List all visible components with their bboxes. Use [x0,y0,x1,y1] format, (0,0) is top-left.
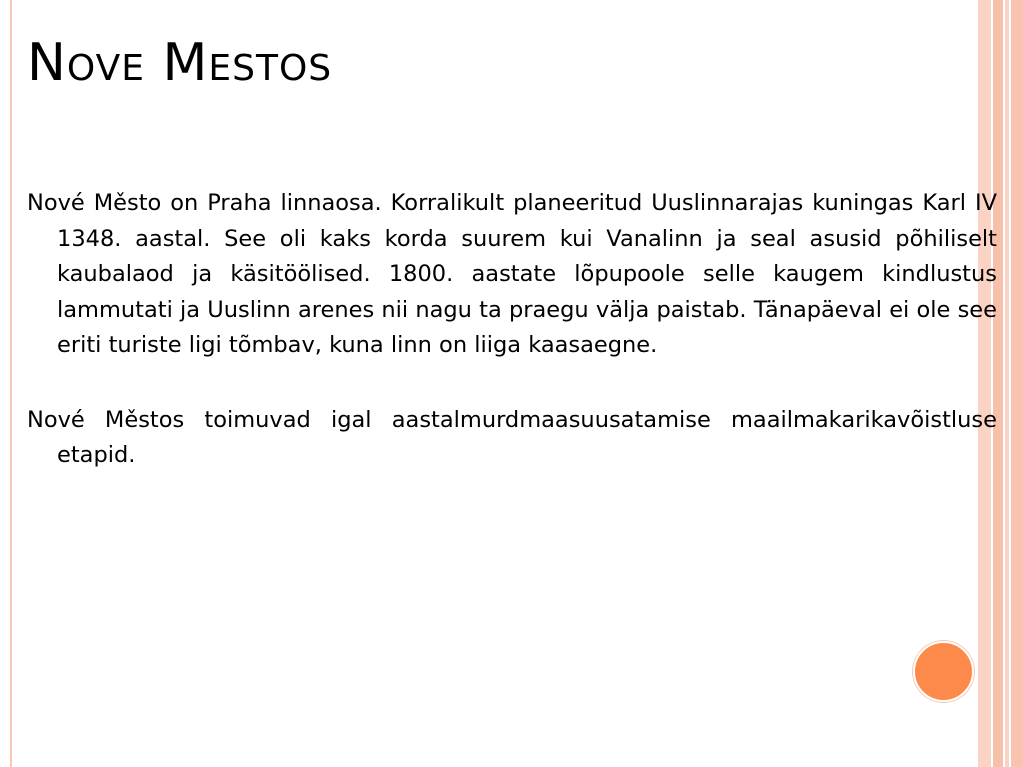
slide-body [27,186,997,513]
body-paragraph: Nové Město on Praha linnaosa. Korralikult planeeritud Uuslinnarajas kuningas Karl IV 1348. aastal. See oli kaks korda suurem kui Vanalinn ja seal asusid põhiliselt kaubalaod ja käsitöölised. 1800. aastate lõpupoole selle kaugem kindlustus lammutati ja Uuslinn arenes nii nagu ta praegu välja paistab. Tänapäeval ei ole see eriti turiste ligi tõmbav, kuna linn on liiga kaasaegne. [27,190,997,358]
left-border-rule [10,0,12,767]
right-decorative-band [1005,0,1009,767]
right-decorative-band [1011,0,1023,767]
decorative-circle [913,641,974,702]
slide-title: Nove Mestos [27,33,333,93]
body-paragraph: Nové Městos toimuvad igal aastalmurdmaasuusatamise maailmakarikavõistluse etapid. [27,406,997,468]
